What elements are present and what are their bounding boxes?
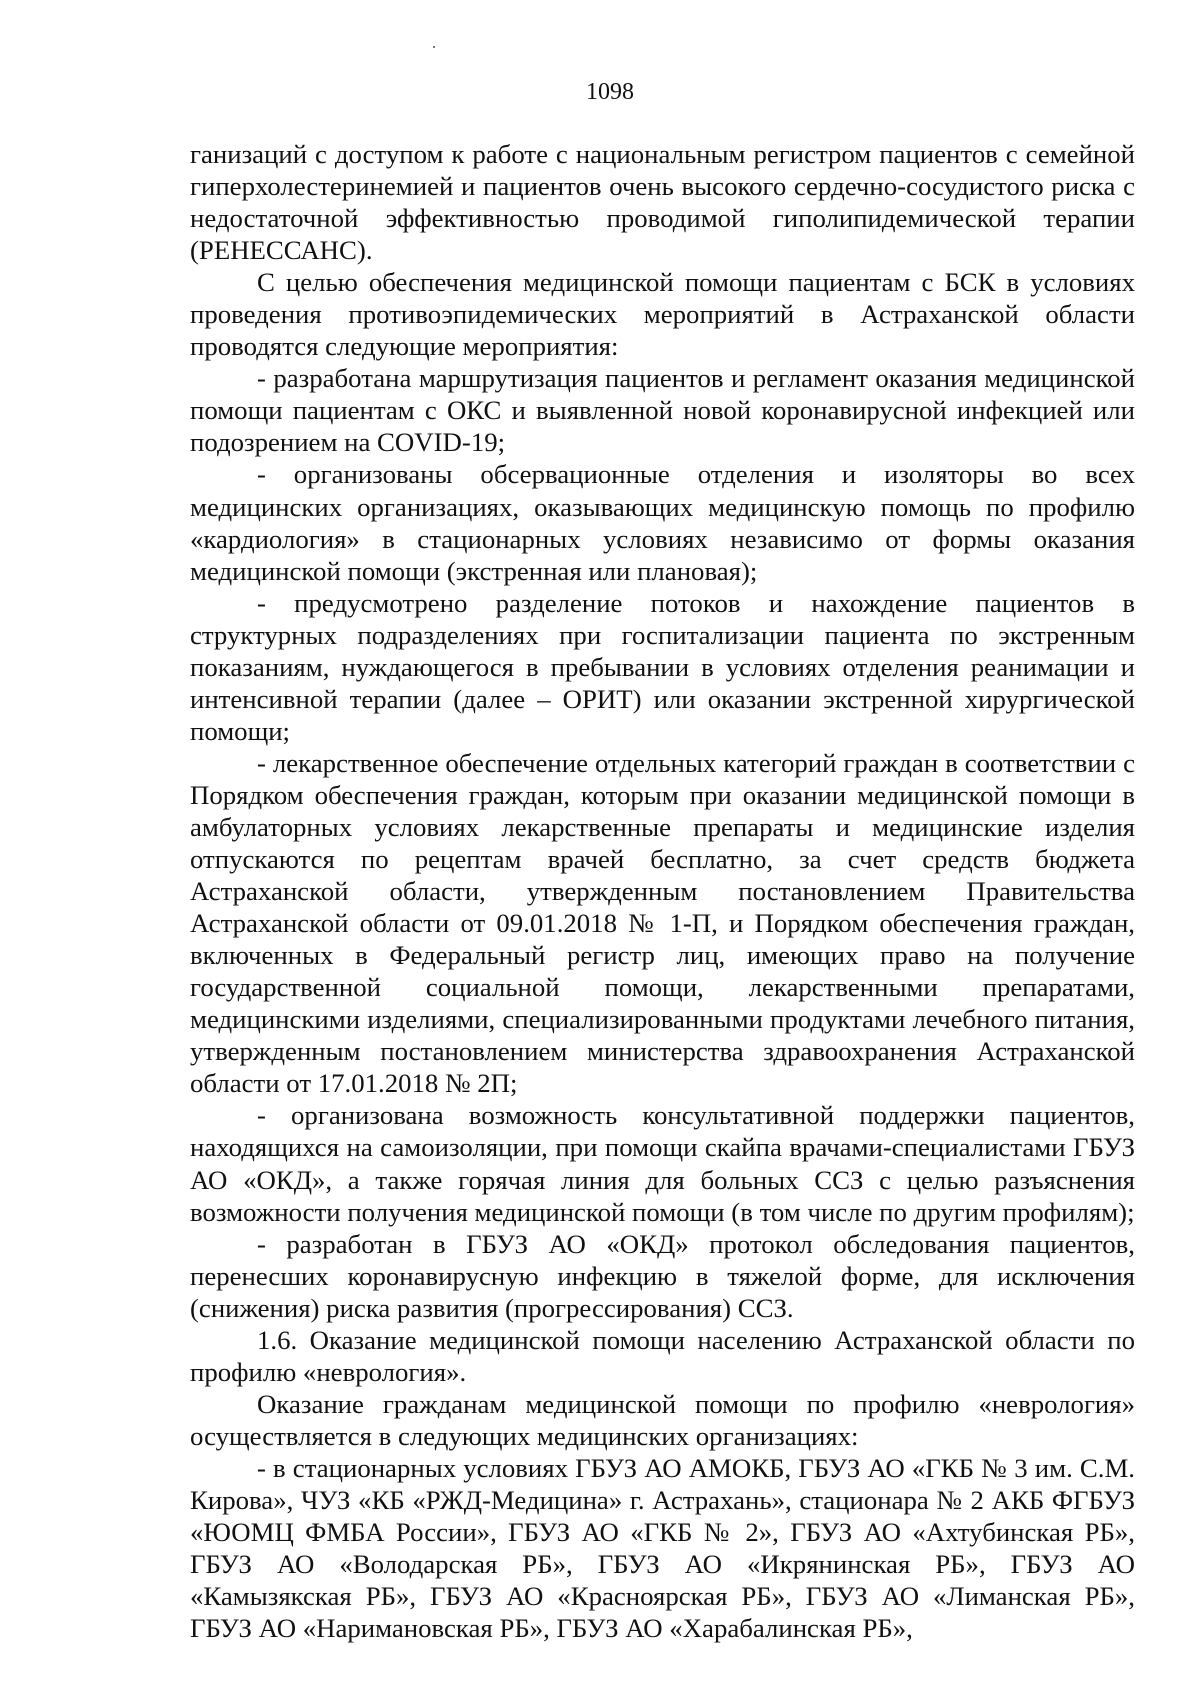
page-number: 1098 — [586, 79, 634, 105]
page-body — [190, 138, 1135, 1644]
paragraph-intro-measures: С целью обеспечения медицинской помощи пациентам с БСК в условиях проведения противоэпидемических мероприятий в Астраханской области проводятся следующие мероприятия: — [190, 267, 1135, 362]
section-heading-neurology: 1.6. Оказание медицинской помощи населению Астраханской области по профилю «неврология». — [190, 1324, 1135, 1387]
paragraph-routing: - разработана маршрутизация пациентов и регламент оказания медицинской помощи пациентам с ОКС и выявленной новой коронавирусной инфекцией или подозрением на COVID-19; — [190, 363, 1135, 458]
paragraph-observation-units: - организованы обсервационные отделения и изоляторы во всех медицинских организациях, оказывающих медицинскую помощь по профилю «кардиология» в стационарных условиях независимо от формы оказания медицинской помощи (экстренная или плановая); — [190, 459, 1135, 586]
scan-speck — [433, 46, 435, 48]
paragraph-drug-provision: - лекарственное обеспечение отдельных категорий граждан в соответствии с Порядком обеспечения граждан, которым при оказании медицинской помощи в амбулаторных условиях лекарственные препараты и медицинские изделия отпускаются по рецептам врачей бесплатно, за счет средств бюджета Астраханской области, утвержденным постановлением Правительства Астраханской области от 09.01.2018 № 1-П, и Порядком обеспечения граждан, включенных в Федеральный регистр лиц, имеющих право на получение государственной социальной помощи, лекарственными препаратами, медицинскими изделиями, специализированными продуктами лечебного питания, утвержденным постановлением министерства здравоохранения Астраханской области от 17.01.2018 № 2П; — [190, 747, 1135, 1099]
paragraph-consultation-support: - организована возможность консультативной поддержки пациентов, находящихся на самоизоляции, при помощи скайпа врачами-специалистами ГБУЗ АО «ОКД», а также горячая линия для больных ССЗ с целью разъяснения возможности получения медицинской помощи (в том числе по другим профилям); — [190, 1100, 1135, 1227]
paragraph-examination-protocol: - разработан в ГБУЗ АО «ОКД» протокол обследования пациентов, перенесших коронавирусную инфекцию в тяжелой форме, для исключения (снижения) риска развития (прогрессирования) ССЗ. — [190, 1228, 1135, 1323]
paragraph-inpatient-list: - в стационарных условиях ГБУЗ АО АМОКБ, ГБУЗ АО «ГКБ № 3 им. С.М. Кирова», ЧУЗ «КБ «РЖД-Медицина» г. Астрахань», стационара № 2 АКБ ФГБУЗ «ЮОМЦ ФМБА России», ГБУЗ АО «ГКБ № 2», ГБУЗ АО «Ахтубинская РБ», ГБУЗ АО «Володарская РБ», ГБУЗ АО «Икрянинская РБ», ГБУЗ АО «Камызякская РБ», ГБУЗ АО «Красноярская РБ», ГБУЗ АО «Лиманская РБ», ГБУЗ АО «Наримановская РБ», ГБУЗ АО «Харабалинская РБ», — [190, 1452, 1135, 1644]
paragraph-registry-continuation: ганизаций с доступом к работе с национальным регистром пациентов с семейной гиперхолестеринемией и пациентов очень высокого сердечно-сосудистого риска с недостаточной эффективностью проводимой гиполипидемической терапии (РЕНЕССАНС). — [190, 139, 1135, 266]
paragraph-patient-flows: - предусмотрено разделение потоков и нахождение пациентов в структурных подразделениях при госпитализации пациента по экстренным показаниям, нуждающегося в пребывании в условиях отделения реанимации и интенсивной терапии (далее – ОРИТ) или оказании экстренной хирургической помощи; — [190, 587, 1135, 746]
paragraph-neurology-organizations: Оказание гражданам медицинской помощи по профилю «неврология» осуществляется в следующих медицинских организациях: — [190, 1388, 1135, 1451]
